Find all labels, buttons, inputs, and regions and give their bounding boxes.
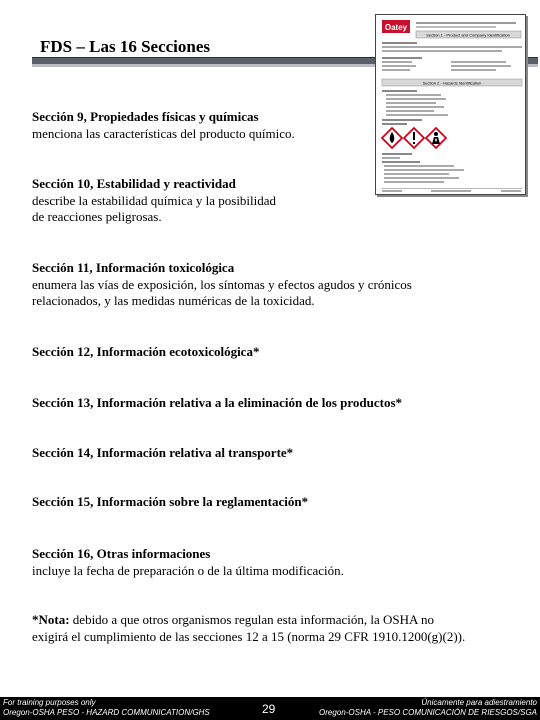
footer-left — [3, 698, 210, 718]
section-heading: Sección 12, Información ecotoxicológica* — [32, 344, 260, 359]
section-heading: Sección 15, Información sobre la reglamentación* — [32, 494, 309, 509]
section-12 — [32, 344, 502, 361]
section-description: incluye la fecha de preparación o de la última modificación. — [32, 562, 344, 578]
section-15 — [32, 494, 502, 511]
svg-text:Section 1 - Product and Compan: Section 1 - Product and Company Identification — [426, 32, 510, 38]
section-heading: Sección 14, Información relativa al transporte* — [32, 445, 294, 460]
section-heading: Sección 11, Información toxicológica — [32, 260, 235, 275]
footer-right-line2: Oregon-OSHA - PESO COMUNICACIÓN DE RIESGOS/SGA — [319, 708, 537, 717]
section-description: menciona las características del producto químico. — [32, 125, 295, 141]
footer-left-line1: For training purposes only — [3, 698, 96, 707]
footer-left-line2: Oregon-OSHA PESO - HAZARD COMMUNICATION/GHS — [3, 708, 210, 717]
section-9 — [32, 109, 502, 142]
note-text-continued: exigirá el cumplimiento de las secciones 12 a 15 (norma 29 CFR 1910.1200(g)(2)). — [32, 628, 466, 644]
section-description: enumera las vías de exposición, los síntomas y efectos agudos y crónicos — [32, 276, 412, 292]
section-11 — [32, 260, 502, 310]
section-heading: Sección 10, Estabilidad y reactividad — [32, 176, 236, 191]
oatey-logo — [382, 20, 410, 33]
section-description: relacionados, y las medidas numéricas de la toxicidad. — [32, 293, 315, 308]
svg-text:Oatey: Oatey — [384, 23, 408, 32]
section-heading: Sección 13, Información relativa a la eliminación de los productos* — [32, 395, 403, 410]
sds-sample-image — [375, 14, 526, 195]
note-text: debido a que otros organismos regulan esta información, la OSHA no — [69, 612, 434, 627]
page-title: FDS – Las 16 Secciones — [40, 37, 210, 56]
footnote — [32, 612, 502, 645]
section-heading: Sección 9, Propiedades físicas y químicas — [32, 109, 259, 124]
page-number: 29 — [262, 702, 276, 716]
section-heading: Sección 16, Otras informaciones — [32, 546, 211, 561]
note-label: *Nota: — [32, 612, 70, 627]
footer-right-line1: Únicamente para adiestramiento — [421, 698, 537, 707]
footer-right — [319, 698, 537, 718]
slide-footer — [0, 697, 540, 720]
section-description: describe la estabilidad química y la posibilidad — [32, 192, 277, 208]
section-14 — [32, 445, 502, 462]
section-16 — [32, 546, 502, 579]
section-10 — [32, 176, 502, 226]
section-description: de reacciones peligrosas. — [32, 209, 162, 224]
section-13 — [32, 395, 502, 412]
svg-text:Section 2 - Hazards Identifica: Section 2 - Hazards Identification — [422, 80, 482, 86]
